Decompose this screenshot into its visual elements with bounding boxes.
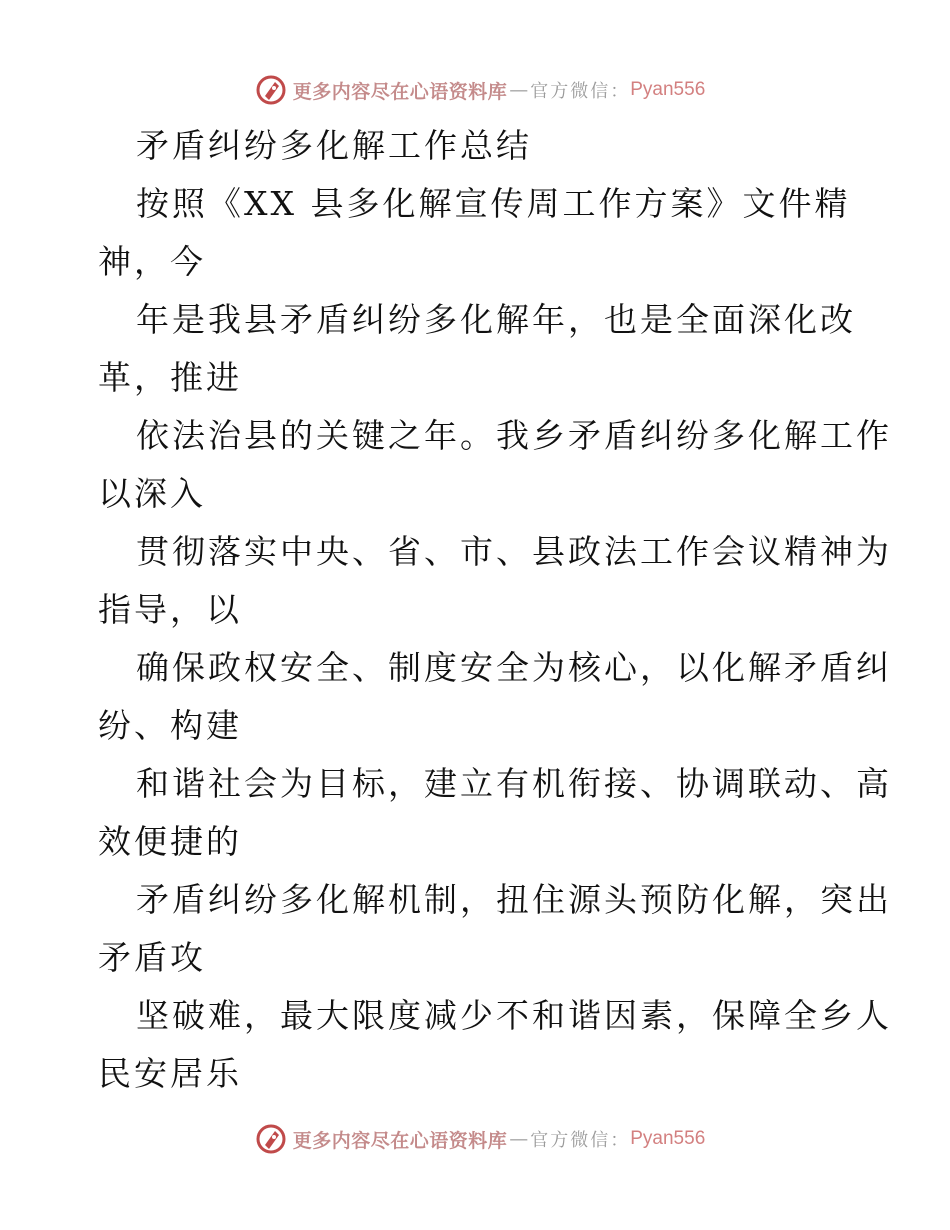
watermark-separator: — (509, 1128, 529, 1150)
text-line: 神，今 (98, 242, 206, 281)
text-line: 民安居乐 (98, 1054, 242, 1093)
watermark-id: Pyan556 (630, 79, 706, 100)
text-line: 矛盾纠纷多化解机制，扭住源头预防化解，突出 (136, 880, 892, 919)
text-line: 年是我县矛盾纠纷多化解年，也是全面深化改 (136, 300, 856, 339)
watermark-text: 更多内容尽在心语资料库 (292, 1129, 508, 1152)
footer-watermark (0, 1119, 950, 1159)
text-line: 效便捷的 (98, 822, 242, 861)
watermark-label: 官方微信： (530, 81, 631, 102)
text-line: 和谐社会为目标，建立有机衔接、协调联动、高 (136, 764, 892, 803)
text-line: 确保政权安全、制度安全为核心，以化解矛盾纠 (136, 648, 892, 687)
text-line: 指导，以 (98, 590, 242, 629)
text-line: 革，推进 (98, 358, 242, 397)
text-line: 按照《XX 县多化解宣传周工作方案》文件精 (136, 184, 851, 223)
text-line: 依法治县的关键之年。我乡矛盾纠纷多化解工作 (136, 416, 892, 455)
watermark-text: 更多内容尽在心语资料库 (292, 80, 508, 103)
watermark-id: Pyan556 (630, 1128, 706, 1149)
text-line: 坚破难，最大限度减少不和谐因素，保障全乡人 (136, 996, 892, 1035)
text-line: 以深入 (98, 474, 206, 513)
pen-nib-logo-icon (255, 74, 287, 106)
header-watermark (0, 70, 950, 110)
text-line: 纷、构建 (98, 706, 242, 745)
pen-nib-logo-icon (255, 1123, 287, 1155)
watermark-separator: — (509, 79, 529, 101)
text-line: 贯彻落实中央、省、市、县政法工作会议精神为 (136, 532, 892, 571)
document-title: 矛盾纠纷多化解工作总结 (136, 126, 532, 165)
watermark-label: 官方微信： (530, 1130, 631, 1151)
text-line: 矛盾攻 (98, 938, 206, 977)
